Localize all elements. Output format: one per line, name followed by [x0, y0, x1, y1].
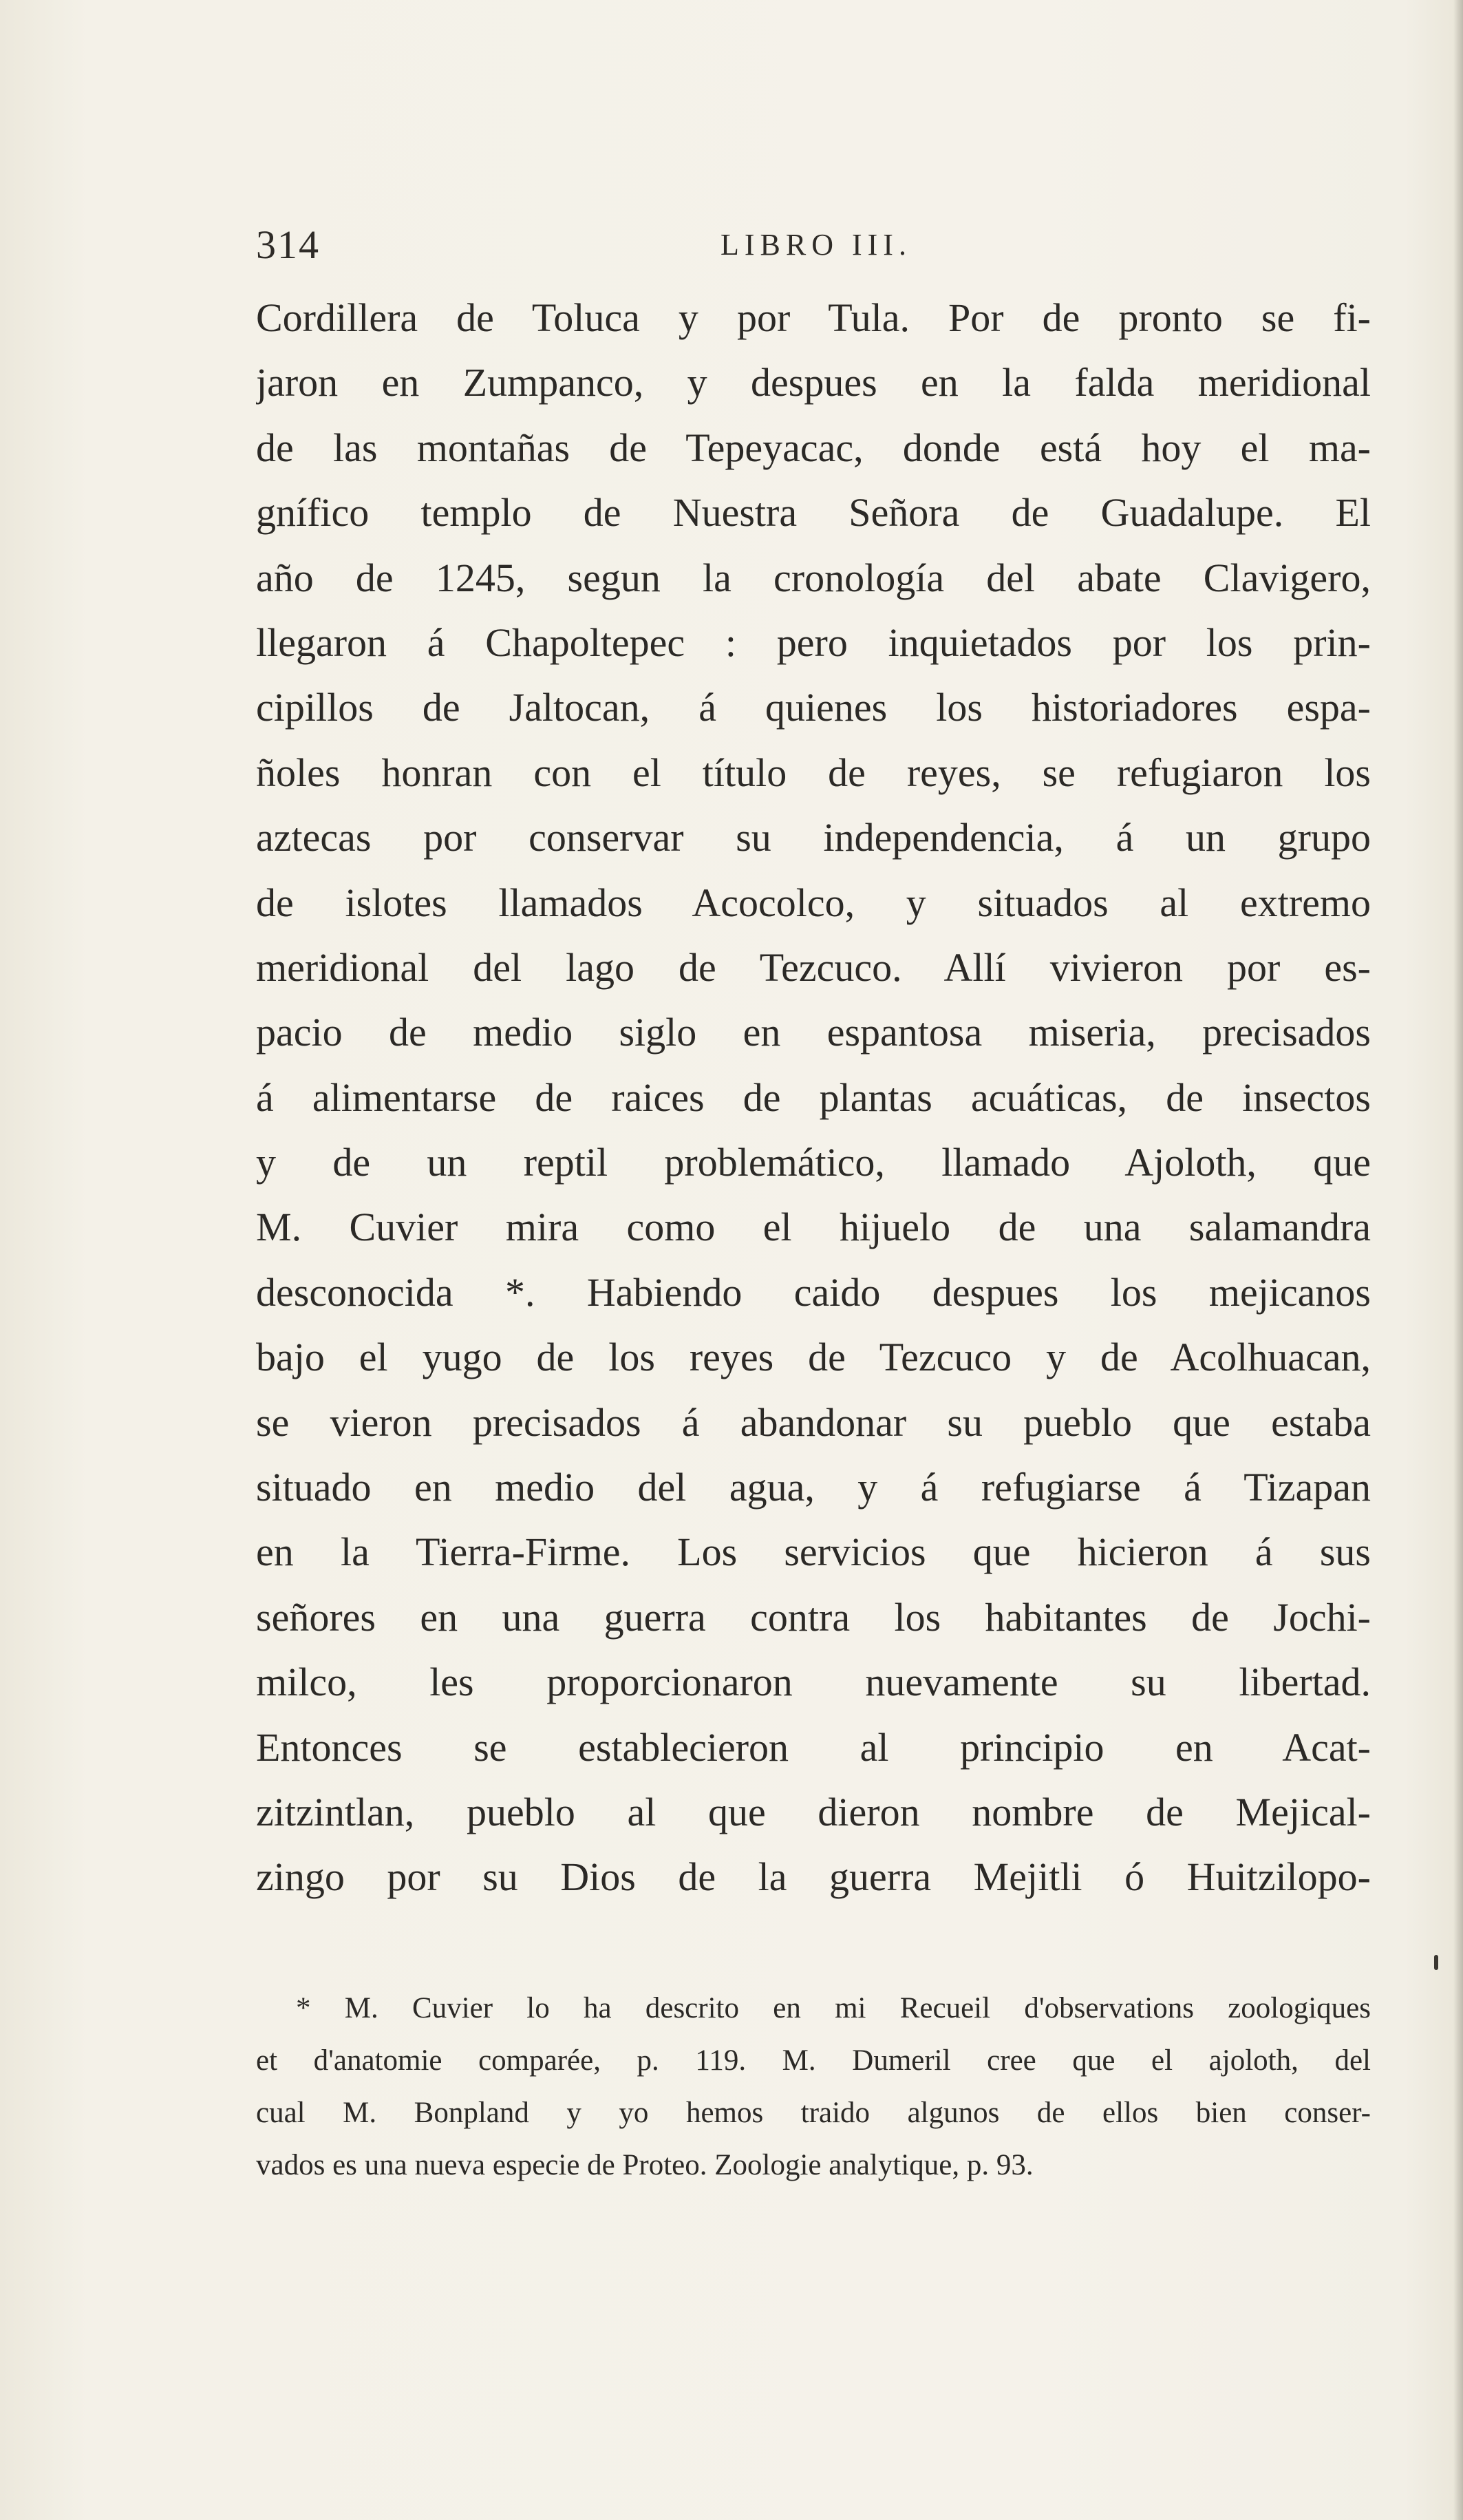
text-line: jaron en Zumpanco, y despues en la falda meridional: [256, 360, 1371, 405]
text-line: á alimentarse de raices de plantas acuáticas, de insectos: [256, 1074, 1371, 1120]
text-line: pacio de medio siglo en espantosa miseria, precisados: [256, 1010, 1371, 1055]
text-line: M. Cuvier mira como el hijuelo de una salamandra: [256, 1205, 1371, 1250]
text-line: y de un reptil problemático, llamado Ajoloth, que: [256, 1140, 1371, 1185]
text-line: cipillos de Jaltocan, á quienes los historiadores espa-: [256, 685, 1371, 730]
footnote-line: * M. Cuvier lo ha descrito en mi Recueil d'observations zoologiques: [296, 1992, 1371, 2024]
footnote-line: cual M. Bonpland y yo hemos traido algunos de ellos bien conser-: [256, 2097, 1371, 2129]
text-line: aztecas por conservar su independencia, á un grupo: [256, 815, 1371, 860]
text-line: zitzintlan, pueblo al que dieron nombre de Mejical-: [256, 1789, 1371, 1834]
text-line: Entonces se establecieron al principio en Acat-: [256, 1724, 1371, 1770]
footnote-line: vados es una nueva especie de Proteo. Zoologie analytique, p. 93.: [256, 2149, 1034, 2181]
page-number: 314: [256, 222, 320, 267]
running-head: LIBRO III.: [720, 228, 912, 262]
text-line: zingo por su Dios de la guerra Mejitli ó Huitzilopo-: [256, 1854, 1371, 1900]
text-line: señores en una guerra contra los habitantes de Jochi-: [256, 1594, 1371, 1640]
text-line: bajo el yugo de los reyes de Tezcuco y de Acolhuacan,: [256, 1335, 1371, 1380]
text-line: año de 1245, segun la cronología del abate Clavigero,: [256, 555, 1371, 600]
ink-mark: [1434, 1955, 1438, 1970]
footnote: [256, 1982, 1371, 2192]
text-line: Cordillera de Toluca y por Tula. Por de pronto se fi-: [256, 295, 1371, 340]
text-line: gnífico templo de Nuestra Señora de Guadalupe. El: [256, 490, 1371, 536]
text-line: se vieron precisados á abandonar su pueblo que estaba: [256, 1399, 1371, 1445]
text-line: milco, les proporcionaron nuevamente su libertad.: [256, 1660, 1371, 1705]
text-line: meridional del lago de Tezcuco. Allí vivieron por es-: [256, 944, 1371, 990]
text-line: situado en medio del agua, y á refugiarse á Tizapan: [256, 1465, 1371, 1510]
text-line: ñoles honran con el título de reyes, se refugiaron los: [256, 750, 1371, 795]
text-line: en la Tierra-Firme. Los servicios que hicieron á sus: [256, 1529, 1371, 1575]
text-line: desconocida *. Habiendo caido despues los mejicanos: [256, 1269, 1371, 1315]
page-edge-shadow: [1453, 0, 1463, 2520]
text-line: de las montañas de Tepeyacac, donde está hoy el ma-: [256, 425, 1371, 470]
main-text: [256, 286, 1371, 1910]
page-header: [256, 222, 1371, 270]
text-line: llegaron á Chapoltepec : pero inquietados por los prin-: [256, 620, 1371, 665]
footnote-line: et d'anatomie comparée, p. 119. M. Dumeril cree que el ajoloth, del: [256, 2044, 1371, 2077]
text-line: de islotes llamados Acocolco, y situados al extremo: [256, 880, 1371, 925]
